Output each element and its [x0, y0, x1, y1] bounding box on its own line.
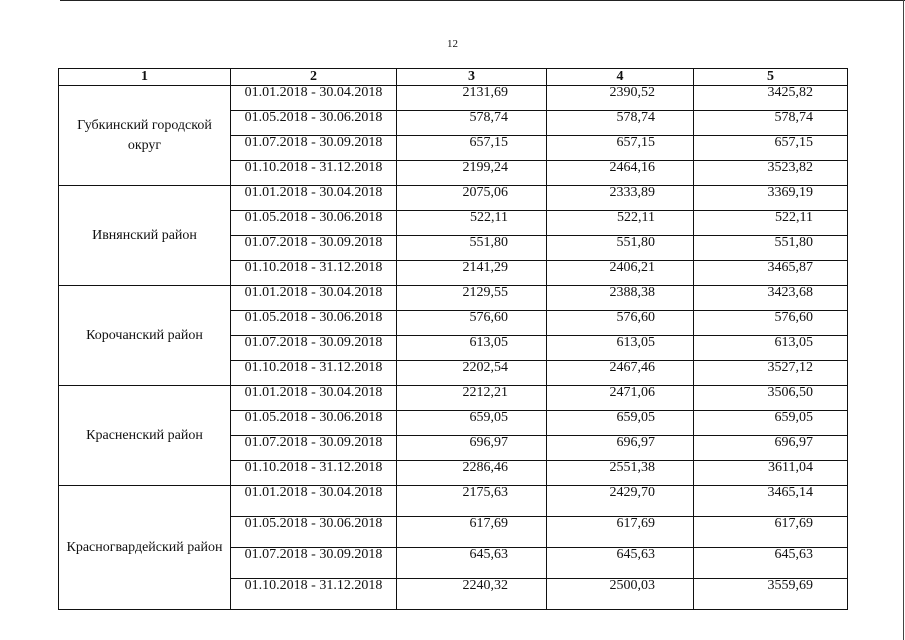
period-cell: 01.01.2018 - 30.04.2018	[231, 386, 397, 411]
value-cell-col3: 2286,46	[397, 461, 547, 486]
table-row	[59, 186, 848, 211]
value-cell-col3: 2212,21	[397, 386, 547, 411]
column-header: 4	[547, 69, 694, 86]
value-cell-col4: 617,69	[547, 517, 694, 548]
page-number: 12	[447, 38, 458, 50]
value-cell-col5: 657,15	[694, 136, 848, 161]
period-cell: 01.07.2018 - 30.09.2018	[231, 336, 397, 361]
district-name: Красногвардейский район	[59, 486, 231, 610]
period-cell: 01.01.2018 - 30.04.2018	[231, 186, 397, 211]
period-cell: 01.07.2018 - 30.09.2018	[231, 548, 397, 579]
period-cell: 01.05.2018 - 30.06.2018	[231, 311, 397, 336]
table-row	[59, 86, 848, 111]
period-cell: 01.10.2018 - 31.12.2018	[231, 579, 397, 610]
value-cell-col5: 578,74	[694, 111, 848, 136]
table-row	[59, 386, 848, 411]
value-cell-col3: 2129,55	[397, 286, 547, 311]
value-cell-col5: 696,97	[694, 436, 848, 461]
value-cell-col5: 3425,82	[694, 86, 848, 111]
value-cell-col4: 645,63	[547, 548, 694, 579]
value-cell-col4: 613,05	[547, 336, 694, 361]
value-cell-col4: 576,60	[547, 311, 694, 336]
value-cell-col4: 2429,70	[547, 486, 694, 517]
table-body	[59, 69, 848, 610]
district-name: Красненский район	[59, 386, 231, 486]
value-cell-col5: 3423,68	[694, 286, 848, 311]
value-cell-col4: 2467,46	[547, 361, 694, 386]
period-cell: 01.01.2018 - 30.04.2018	[231, 486, 397, 517]
value-cell-col3: 578,74	[397, 111, 547, 136]
value-cell-col3: 551,80	[397, 236, 547, 261]
value-cell-col3: 617,69	[397, 517, 547, 548]
column-header: 1	[59, 69, 231, 86]
scan-edge-line	[60, 0, 905, 1]
value-cell-col5: 659,05	[694, 411, 848, 436]
value-cell-col5: 3523,82	[694, 161, 848, 186]
value-cell-col5: 551,80	[694, 236, 848, 261]
value-cell-col3: 2141,29	[397, 261, 547, 286]
value-cell-col3: 2240,32	[397, 579, 547, 610]
header-row	[59, 69, 848, 86]
value-cell-col3: 576,60	[397, 311, 547, 336]
value-cell-col4: 2388,38	[547, 286, 694, 311]
value-cell-col3: 657,15	[397, 136, 547, 161]
value-cell-col4: 2500,03	[547, 579, 694, 610]
value-cell-col4: 2464,16	[547, 161, 694, 186]
value-cell-col3: 2075,06	[397, 186, 547, 211]
period-cell: 01.07.2018 - 30.09.2018	[231, 236, 397, 261]
column-header: 2	[231, 69, 397, 86]
period-cell: 01.10.2018 - 31.12.2018	[231, 461, 397, 486]
period-cell: 01.10.2018 - 31.12.2018	[231, 161, 397, 186]
period-cell: 01.05.2018 - 30.06.2018	[231, 517, 397, 548]
value-cell-col5: 613,05	[694, 336, 848, 361]
value-cell-col4: 2471,06	[547, 386, 694, 411]
column-header: 3	[397, 69, 547, 86]
value-cell-col5: 3369,19	[694, 186, 848, 211]
value-cell-col5: 617,69	[694, 517, 848, 548]
value-cell-col4: 696,97	[547, 436, 694, 461]
period-cell: 01.01.2018 - 30.04.2018	[231, 86, 397, 111]
value-cell-col4: 522,11	[547, 211, 694, 236]
value-cell-col5: 3506,50	[694, 386, 848, 411]
value-cell-col5: 3611,04	[694, 461, 848, 486]
value-cell-col5: 522,11	[694, 211, 848, 236]
value-cell-col3: 645,63	[397, 548, 547, 579]
value-cell-col4: 578,74	[547, 111, 694, 136]
column-header: 5	[694, 69, 848, 86]
value-cell-col5: 3559,69	[694, 579, 848, 610]
value-cell-col3: 696,97	[397, 436, 547, 461]
value-cell-col3: 522,11	[397, 211, 547, 236]
value-cell-col3: 659,05	[397, 411, 547, 436]
district-name: Губкинский городской округ	[59, 86, 231, 186]
value-cell-col3: 2199,24	[397, 161, 547, 186]
district-name: Корочанский район	[59, 286, 231, 386]
scan-edge-line	[903, 0, 904, 640]
period-cell: 01.10.2018 - 31.12.2018	[231, 361, 397, 386]
value-cell-col3: 2175,63	[397, 486, 547, 517]
data-table	[58, 68, 848, 610]
value-cell-col5: 645,63	[694, 548, 848, 579]
period-cell: 01.07.2018 - 30.09.2018	[231, 136, 397, 161]
period-cell: 01.01.2018 - 30.04.2018	[231, 286, 397, 311]
value-cell-col3: 2131,69	[397, 86, 547, 111]
value-cell-col4: 2333,89	[547, 186, 694, 211]
table-row	[59, 486, 848, 517]
value-cell-col4: 2551,38	[547, 461, 694, 486]
value-cell-col5: 3527,12	[694, 361, 848, 386]
value-cell-col4: 659,05	[547, 411, 694, 436]
period-cell: 01.05.2018 - 30.06.2018	[231, 111, 397, 136]
period-cell: 01.07.2018 - 30.09.2018	[231, 436, 397, 461]
value-cell-col3: 2202,54	[397, 361, 547, 386]
value-cell-col5: 576,60	[694, 311, 848, 336]
table-row	[59, 286, 848, 311]
value-cell-col4: 2406,21	[547, 261, 694, 286]
value-cell-col5: 3465,87	[694, 261, 848, 286]
value-cell-col5: 3465,14	[694, 486, 848, 517]
district-name: Ивнянский район	[59, 186, 231, 286]
period-cell: 01.05.2018 - 30.06.2018	[231, 411, 397, 436]
value-cell-col4: 551,80	[547, 236, 694, 261]
value-cell-col3: 613,05	[397, 336, 547, 361]
value-cell-col4: 657,15	[547, 136, 694, 161]
period-cell: 01.05.2018 - 30.06.2018	[231, 211, 397, 236]
value-cell-col4: 2390,52	[547, 86, 694, 111]
period-cell: 01.10.2018 - 31.12.2018	[231, 261, 397, 286]
